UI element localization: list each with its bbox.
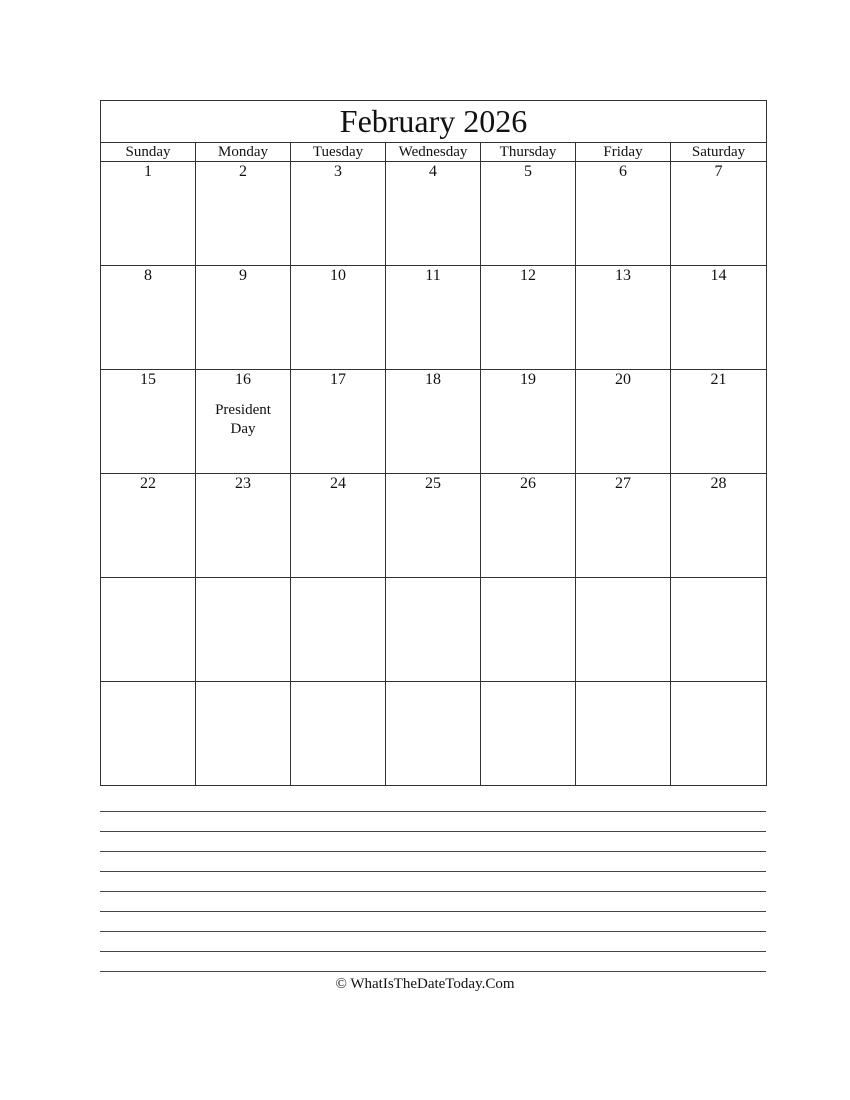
weekday-label: Sunday <box>101 143 196 162</box>
day-number: 7 <box>714 163 723 180</box>
day-cell <box>386 682 481 786</box>
notes-lines <box>100 811 766 991</box>
note-line <box>100 891 766 892</box>
day-cell <box>101 682 196 786</box>
weekday-label: Friday <box>576 143 671 162</box>
day-number: 17 <box>330 371 346 388</box>
day-cell <box>576 682 671 786</box>
day-number: 27 <box>615 475 631 492</box>
day-number: 11 <box>425 267 441 284</box>
note-line <box>100 931 766 932</box>
day-cell <box>101 266 196 370</box>
week-row <box>101 370 767 474</box>
day-cell <box>671 370 767 474</box>
day-cell <box>101 162 196 266</box>
day-cell <box>481 370 576 474</box>
footer-copyright: © WhatIsTheDateToday.Com <box>335 976 515 992</box>
calendar-body <box>101 101 767 786</box>
day-number: 28 <box>710 475 727 492</box>
day-number: 9 <box>239 267 247 284</box>
day-number: 25 <box>425 475 441 492</box>
day-number: 18 <box>425 371 441 388</box>
day-number: 24 <box>330 475 346 492</box>
day-cell <box>481 578 576 682</box>
note-line <box>100 971 766 972</box>
day-number: 16 <box>235 371 251 388</box>
week-row <box>101 578 767 682</box>
weekday-header-row <box>101 143 767 162</box>
day-cell <box>196 682 291 786</box>
day-cell <box>671 474 767 578</box>
day-cell <box>291 578 386 682</box>
holiday-note: President Day <box>215 402 271 437</box>
note-line <box>100 851 766 852</box>
day-number: 23 <box>235 475 251 492</box>
title-row <box>101 101 767 143</box>
day-cell <box>481 682 576 786</box>
day-cell <box>386 162 481 266</box>
day-cell <box>196 162 291 266</box>
day-number: 10 <box>330 267 346 284</box>
day-number: 20 <box>615 371 631 388</box>
note-line <box>100 951 766 952</box>
day-cell <box>671 578 767 682</box>
day-number: 5 <box>524 163 532 180</box>
day-number: 22 <box>140 475 156 492</box>
day-number: 14 <box>710 267 727 284</box>
day-number: 8 <box>144 267 152 284</box>
day-cell <box>386 578 481 682</box>
day-cell <box>576 474 671 578</box>
week-row <box>101 162 767 266</box>
note-line <box>100 871 766 872</box>
day-cell <box>101 578 196 682</box>
note-line <box>100 831 766 832</box>
month-title: February 2026 <box>101 101 767 143</box>
day-cell <box>386 266 481 370</box>
day-cell <box>196 266 291 370</box>
day-cell <box>291 266 386 370</box>
day-cell <box>386 474 481 578</box>
day-cell <box>101 474 196 578</box>
day-cell <box>291 370 386 474</box>
day-cell <box>481 162 576 266</box>
day-cell <box>671 162 767 266</box>
day-number: 6 <box>619 163 627 180</box>
day-cell <box>481 266 576 370</box>
day-number: 26 <box>520 475 536 492</box>
day-cell <box>481 474 576 578</box>
day-cell <box>196 370 291 474</box>
day-number: 19 <box>520 371 536 388</box>
week-row <box>101 266 767 370</box>
day-cell <box>101 370 196 474</box>
weekday-label: Monday <box>196 143 291 162</box>
weekday-label: Wednesday <box>386 143 481 162</box>
day-cell <box>671 266 767 370</box>
day-number: 4 <box>429 163 437 180</box>
day-cell <box>291 682 386 786</box>
day-cell <box>671 682 767 786</box>
day-number: 12 <box>520 267 536 284</box>
day-cell <box>291 474 386 578</box>
week-row <box>101 474 767 578</box>
calendar-table <box>100 100 767 786</box>
day-cell <box>386 370 481 474</box>
day-cell <box>576 578 671 682</box>
day-number: 13 <box>615 267 631 284</box>
note-line <box>100 811 766 812</box>
day-cell <box>196 474 291 578</box>
weekday-label: Thursday <box>481 143 576 162</box>
day-cell <box>576 370 671 474</box>
weekday-label: Saturday <box>671 143 767 162</box>
day-number: 3 <box>334 163 342 180</box>
day-number: 1 <box>144 163 152 180</box>
day-cell <box>576 162 671 266</box>
day-cell <box>576 266 671 370</box>
week-row <box>101 682 767 786</box>
day-number: 15 <box>140 371 156 388</box>
day-number: 21 <box>710 371 727 388</box>
day-cell <box>291 162 386 266</box>
weekday-label: Tuesday <box>291 143 386 162</box>
note-line <box>100 911 766 912</box>
day-number: 2 <box>239 163 247 180</box>
day-cell <box>196 578 291 682</box>
